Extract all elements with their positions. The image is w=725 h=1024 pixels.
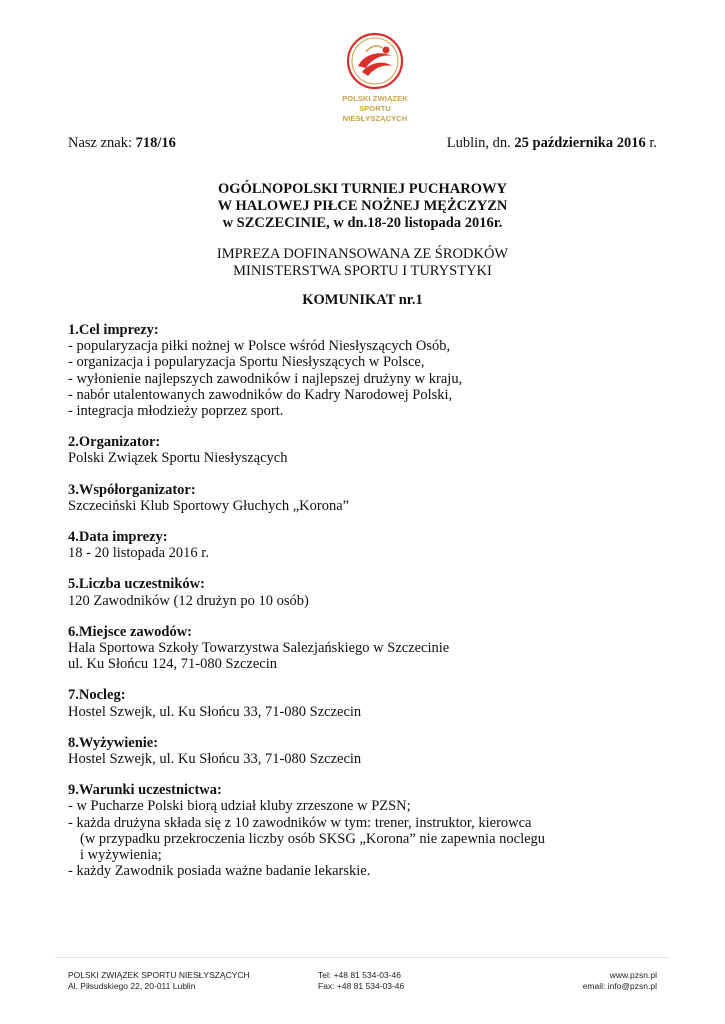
section-line: - wyłonienie najlepszych zawodników i najlepszej drużyny w kraju, [68,370,463,387]
section-line: - w Pucharze Polski biorą udział kluby zrzeszone w PZSN; [68,798,411,815]
footer-tel: Tel: +48 81 534-03-46 [318,970,401,980]
section-heading: 1.Cel imprezy: [68,322,159,338]
title-line3: w SZCZECINIE, w dn.18-20 listopada 2016r. [222,215,503,231]
section-line: 120 Zawodników (12 drużyn po 10 osób) [68,592,309,609]
logo-text-line2: SPORTU NIESŁYSZĄCYCH [342,104,408,123]
section-heading: 8.Wyżywienie: [68,734,159,751]
section [68,434,658,466]
footer-divider [55,957,670,958]
section-line: Hostel Szwejk, ul. Ku Słońcu 33, 71-080 Szczecin [68,751,362,768]
section [68,322,658,419]
section-line: Hostel Szwejk, ul. Ku Słońcu 33, 71-080 Szczecin [68,703,362,720]
section-line: i wyżywienia; [80,847,162,864]
section-line: - organizacja i popularyzacja Sportu Niesłyszących w Polsce, [68,354,425,371]
footer-address: Al. Piłsudskiego 22, 20-011 Lublin [68,981,196,991]
footer-contact [583,970,657,992]
document-body [68,322,658,894]
footer-org-name: POLSKI ZWIĄZEK SPORTU NIESŁYSZĄCYCH [68,970,250,980]
footer-web[interactable]: www.pzsn.pl [609,970,657,980]
section-line: Hala Sportowa Szkoły Towarzystwa Salezjańskiego w Szczecinie [68,640,450,657]
place-date: Lublin, dn. 25 października 2016 r. [446,135,657,151]
section [68,624,658,673]
footer-fax: Fax: +48 81 534-03-46 [318,981,405,991]
logo-text-line1: POLSKI ZWIĄZEK [342,94,408,103]
section-line: Szczeciński Klub Sportowy Głuchych „Korona” [68,497,350,514]
section-line: - każdy Zawodnik posiada ważne badanie lekarskie. [68,863,371,880]
subsidy-line1: IMPREZA DOFINANSOWANA ZE ŚRODKÓW [216,246,509,262]
footer-org [68,970,250,992]
section-line: - integracja młodzieży poprzez sport. [68,403,284,420]
reference-number: Nasz znak: 718/16 [68,135,176,151]
section-line: - nabór utalentowanych zawodników do Kadry Narodowej Polski, [68,386,453,403]
section-line: 18 - 20 listopada 2016 r. [68,545,209,562]
document-title [68,181,657,232]
section-line: - każda drużyna składa się z 10 zawodników w tym: trener, instruktor, kierowca [68,814,532,831]
section-heading: 4.Data imprezy: [68,529,168,546]
section [68,482,658,514]
section [68,687,658,719]
section [68,782,658,879]
komunikat-heading: KOMUNIKAT nr.1 [302,292,423,308]
footer-email[interactable]: email: info@pzsn.pl [582,981,657,991]
section [68,735,658,767]
footer-phone [318,970,404,992]
title-line2: W HALOWEJ PIŁCE NOŻNEJ MĘŻCZYZN [217,198,508,214]
section-heading: 6.Miejsce zawodów: [68,623,193,640]
section-heading: 7.Nocleg: [68,687,126,704]
section-heading: 5.Liczba uczestników: [68,576,205,593]
section-line: Polski Związek Sportu Niesłyszących [68,450,288,467]
section-line: ul. Ku Słońcu 124, 71-080 Szczecin [68,656,278,673]
section-heading: 3.Współorganizator: [68,481,196,498]
section [68,576,658,608]
pzsn-emblem-icon [346,32,404,90]
section-line: - popularyzacja piłki nożnej w Polsce wśród Niesłyszących Osób, [68,338,451,355]
pzsn-logo [327,32,423,124]
section-line: (w przypadku przekroczenia liczby osób SKSG „Korona” nie zapewnia noclegu [80,830,546,847]
section-heading: 2.Organizator: [68,434,161,451]
section-heading: 9.Warunki uczestnictwa: [68,782,222,799]
section [68,529,658,561]
title-line1: OGÓLNOPOLSKI TURNIEJ PUCHAROWY [218,181,507,197]
subsidy-line2: MINISTERSTWA SPORTU I TURYSTYKI [233,263,492,279]
subsidy-note [68,246,657,280]
